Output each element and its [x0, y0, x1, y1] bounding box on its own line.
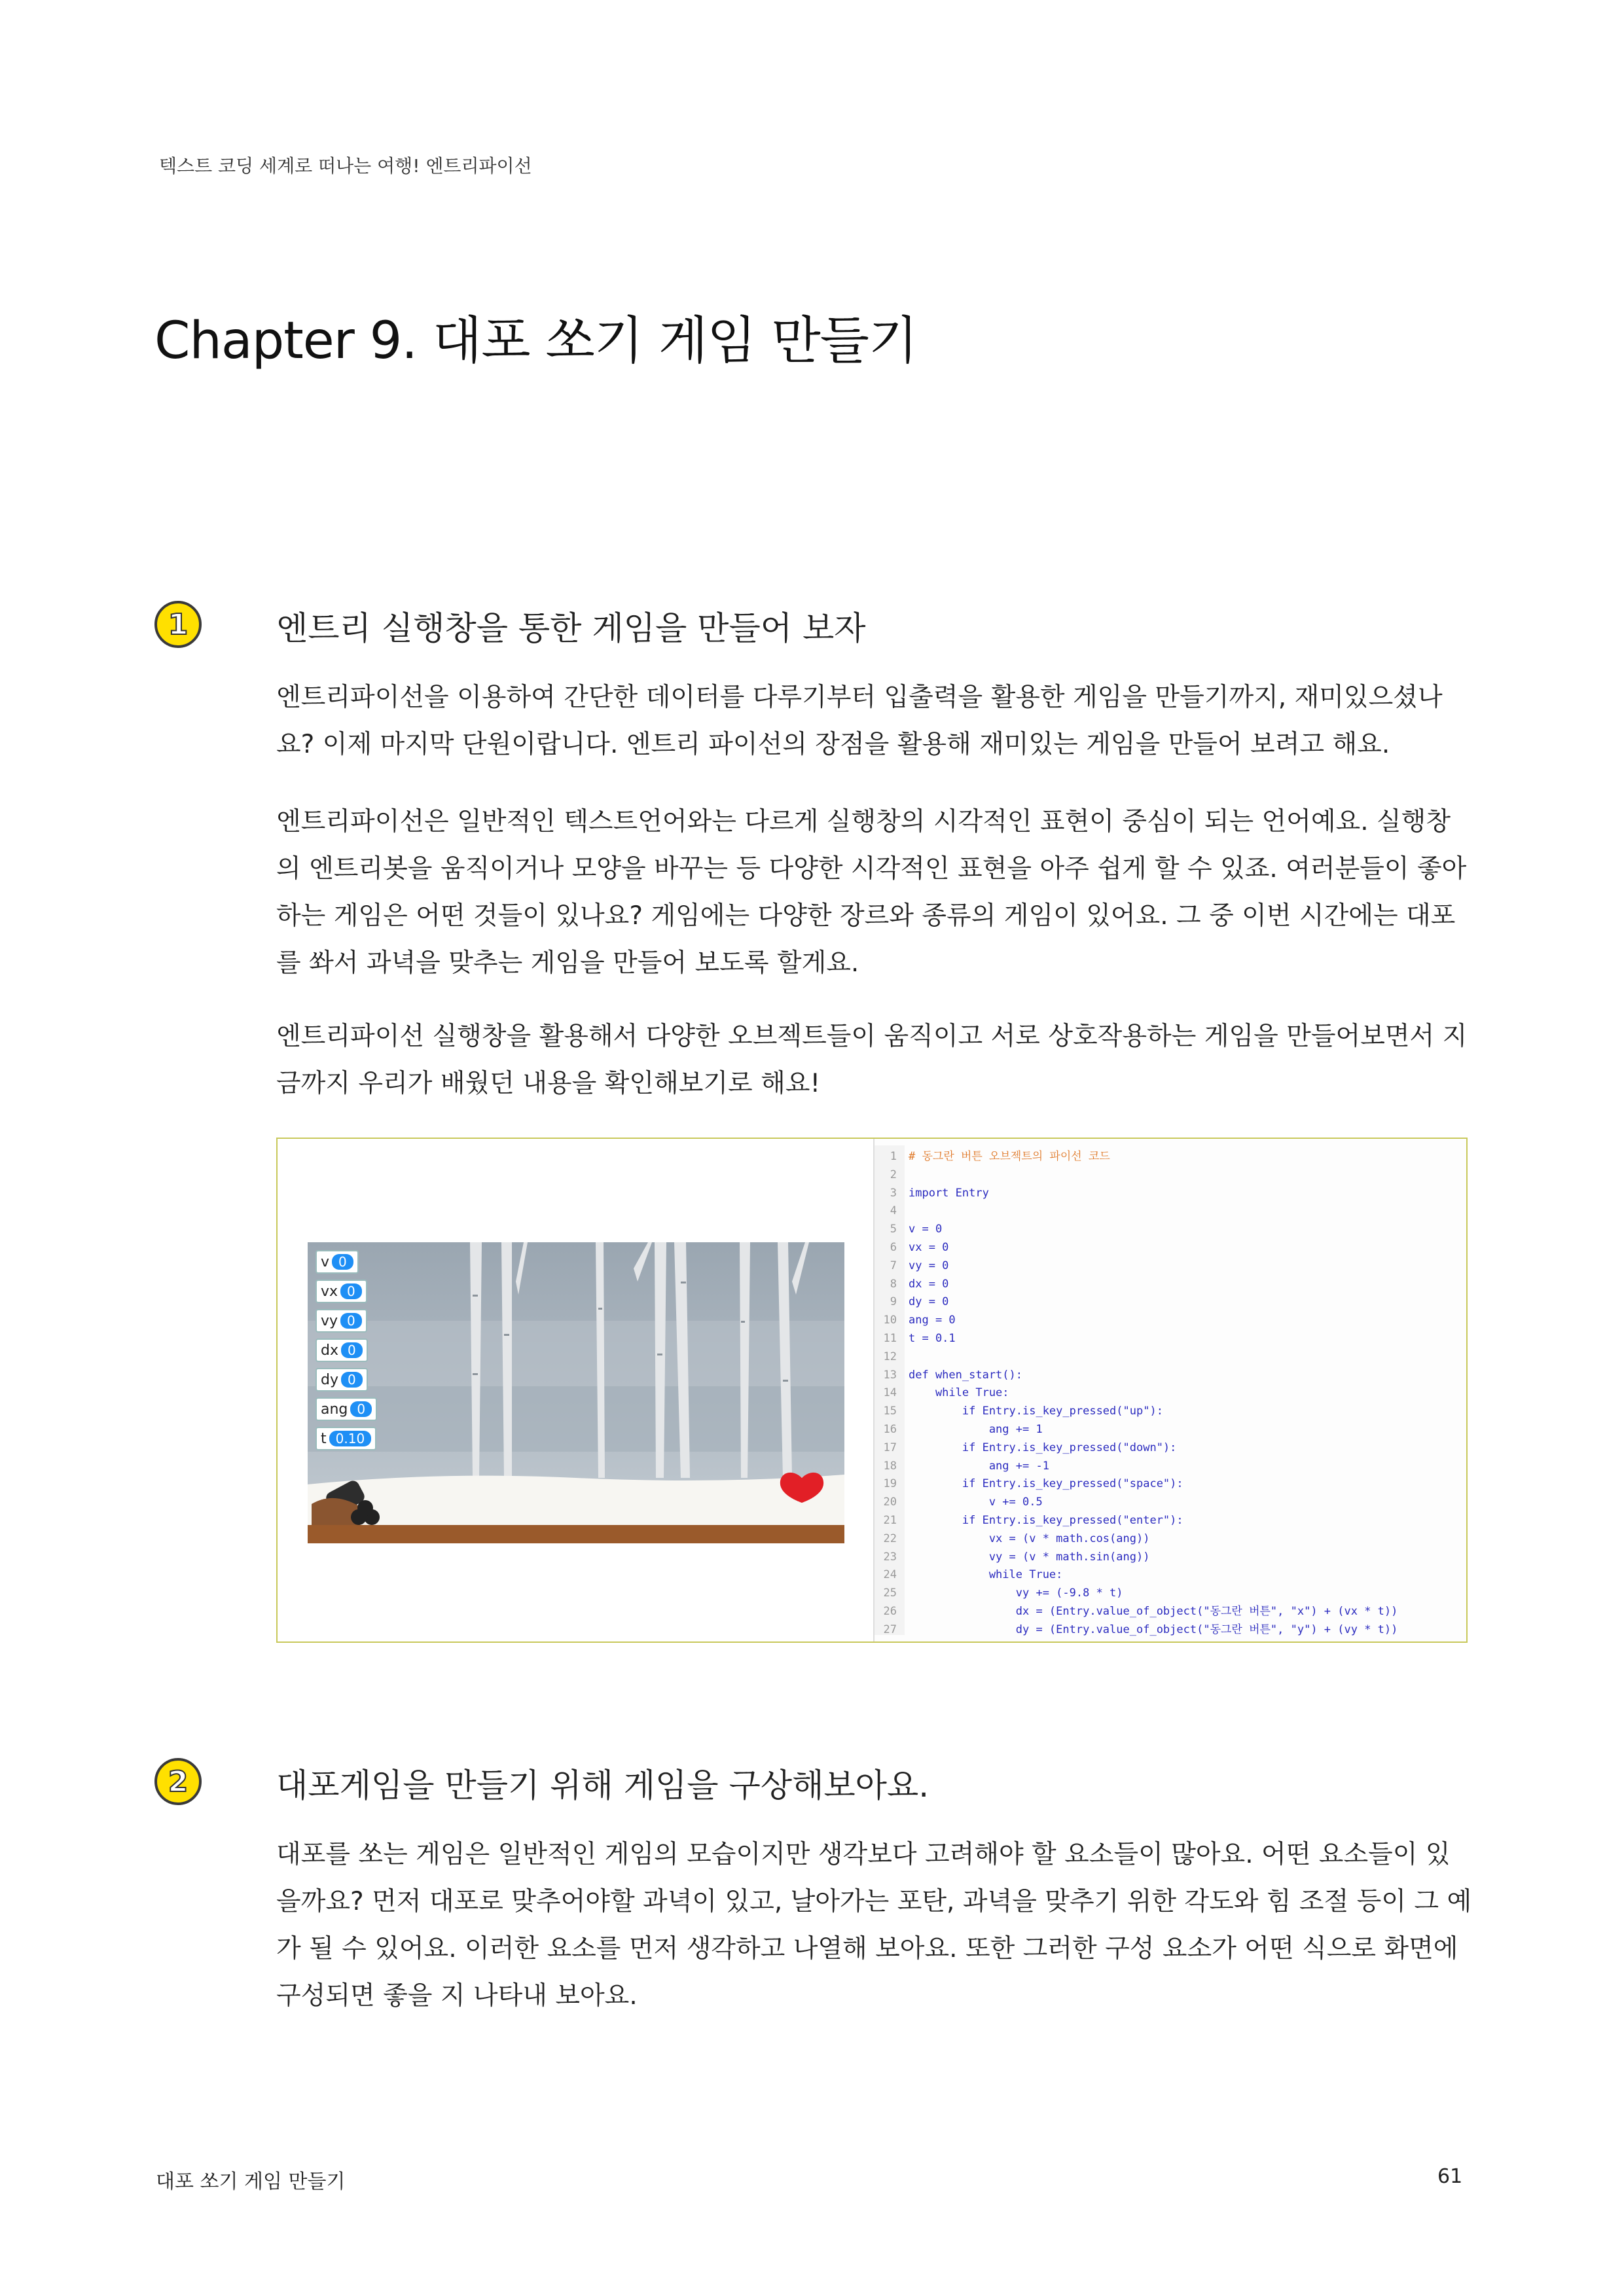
code-text: vy += (-9.8 * t) [909, 1587, 1123, 1600]
variable-value: 0 [350, 1401, 372, 1417]
variable-value: 0.10 [329, 1431, 372, 1446]
code-line [875, 1148, 1398, 1166]
variable-monitor [316, 1368, 368, 1391]
code-line [875, 1603, 1398, 1621]
paragraph: 대포를 쏘는 게임은 일반적인 게임의 모습이지만 생각보다 고려해야 할 요소들이 많아요. 어떤 요소들이 있을까요? 먼저 대포로 맞추어야할 과녁이 있고, 날아가는 포탄, 과녁을 맞추기 위한 각도와 힘 조절 등이 그 예가 될 수 있어요. 이러한 요소를 먼저 생각하고 나열해 보아요. 또한 그러한 구성 요소가 어떤 식으로 화면에 구성되면 좋을 지 나타내 보아요. [276, 1840, 1472, 2011]
stage-background [308, 1242, 844, 1543]
line-number: 8 [890, 1277, 897, 1291]
code-text: dx = (Entry.value_of_object("동그란 버튼", "x") + (vx * t)) [909, 1604, 1398, 1618]
variable-name: ang [321, 1401, 348, 1418]
code-text: ang += -1 [909, 1459, 1049, 1473]
line-number: 2 [890, 1168, 897, 1181]
code-line [875, 1439, 1398, 1458]
variable-monitor [316, 1280, 367, 1303]
line-number: 26 [883, 1604, 897, 1618]
variable-value: 0 [340, 1283, 362, 1299]
code-text: v = 0 [909, 1223, 943, 1236]
python-code-editor [873, 1139, 1468, 1641]
code-line [875, 1330, 1398, 1348]
variable-name: vy [321, 1312, 338, 1329]
line-number: 13 [883, 1368, 897, 1382]
code-line [875, 1530, 1398, 1549]
section-title: 대포게임을 만들기 위해 게임을 구상해보아요. [276, 1767, 929, 1804]
variable-name: dy [321, 1371, 338, 1388]
code-text: # 동그란 버튼 오브젝트의 파이선 코드 [909, 1150, 1110, 1163]
line-number: 12 [883, 1350, 897, 1363]
footer-chapter-name: 대포 쏘기 게임 만들기 [156, 2170, 346, 2193]
code-line [875, 1239, 1398, 1257]
code-text: vx = 0 [909, 1240, 949, 1254]
code-line [875, 1312, 1398, 1330]
code-text: if Entry.is_key_pressed("up"): [909, 1405, 1163, 1418]
code-line [875, 1566, 1398, 1585]
line-number: 10 [883, 1314, 897, 1327]
variable-value: 0 [341, 1342, 363, 1358]
variable-name: t [321, 1430, 327, 1447]
line-number: 1 [890, 1150, 897, 1163]
wooden-floor [308, 1525, 844, 1543]
variable-monitor [316, 1397, 377, 1421]
line-number: 11 [883, 1331, 897, 1345]
code-text: vx = (v * math.cos(ang)) [909, 1532, 1150, 1545]
code-line [875, 1166, 1398, 1185]
code-line [875, 1549, 1398, 1567]
code-text: if Entry.is_key_pressed("enter"): [909, 1513, 1183, 1527]
code-lines [875, 1148, 1398, 1640]
line-number: 24 [883, 1568, 897, 1582]
code-line [875, 1384, 1398, 1403]
code-line [875, 1367, 1398, 1385]
variable-monitor [316, 1309, 367, 1333]
line-number: 7 [890, 1259, 897, 1272]
variable-value: 0 [340, 1313, 362, 1329]
code-text: dy = (Entry.value_of_object("동그란 버튼", "y") + (vy * t)) [909, 1623, 1398, 1636]
line-number: 15 [883, 1405, 897, 1418]
code-line [875, 1185, 1398, 1203]
code-line [875, 1475, 1398, 1494]
line-number: 23 [883, 1550, 897, 1564]
section-number-badge: 2 [154, 1758, 202, 1805]
variable-monitor [316, 1250, 359, 1274]
game-stage [308, 1242, 844, 1543]
variable-name: v [321, 1253, 330, 1270]
line-number: 19 [883, 1477, 897, 1491]
line-number: 16 [883, 1422, 897, 1436]
line-number: 9 [890, 1295, 897, 1309]
section-number-badge: 1 [154, 601, 202, 648]
code-line [875, 1458, 1398, 1476]
code-text: ang += 1 [909, 1422, 1043, 1436]
code-text: t = 0.1 [909, 1331, 956, 1345]
code-line [875, 1421, 1398, 1439]
variable-monitor-list [316, 1250, 377, 1456]
code-text: vy = (v * math.sin(ang)) [909, 1550, 1150, 1564]
code-line [875, 1512, 1398, 1530]
line-number: 17 [883, 1441, 897, 1454]
paragraph: 엔트리파이선을 이용하여 간단한 데이터를 다루기부터 입출력을 활용한 게임을 만들기까지, 재미있으셨나요? 이제 마지막 단원이랍니다. 엔트리 파이선의 장점을 활용해 재미있는 게임을 만들어 보려고 해요. [276, 683, 1443, 759]
paragraph: 엔트리파이선 실행창을 활용해서 다양한 오브젝트들이 움직이고 서로 상호작용하는 게임을 만들어보면서 지금까지 우리가 배웠던 내용을 확인해보기로 해요! [276, 1022, 1468, 1098]
code-line [875, 1257, 1398, 1276]
line-number: 18 [883, 1459, 897, 1473]
variable-name: vx [321, 1283, 338, 1300]
code-text: if Entry.is_key_pressed("space"): [909, 1477, 1183, 1491]
code-text: while True: [909, 1568, 1063, 1582]
variable-monitor [316, 1338, 368, 1362]
code-text: if Entry.is_key_pressed("down"): [909, 1441, 1177, 1454]
line-number: 3 [890, 1186, 897, 1200]
code-text: vy = 0 [909, 1259, 949, 1272]
line-number: 27 [883, 1623, 897, 1636]
code-line [875, 1202, 1398, 1221]
line-number: 6 [890, 1240, 897, 1254]
code-line [875, 1348, 1398, 1367]
paragraph: 엔트리파이선은 일반적인 텍스트언어와는 다르게 실행창의 시각적인 표현이 중심이 되는 언어예요. 실행창의 엔트리봇을 움직이거나 모양을 바꾸는 등 다양한 시각적인 표현을 아주 쉽게 할 수 있죠. 여러분들이 좋아하는 게임은 어떤 것들이 있나요? 게임에는 다양한 장르와 종류의 게임이 있어요. 그 중 이번 시간에는 대포를 쏴서 과녁을 맞추는 게임을 만들어 보도록 할게요. [276, 807, 1467, 978]
section-title: 엔트리 실행창을 통한 게임을 만들어 보자 [276, 609, 866, 647]
code-line [875, 1494, 1398, 1512]
code-text: dx = 0 [909, 1277, 949, 1291]
code-line [875, 1621, 1398, 1640]
code-line [875, 1276, 1398, 1294]
variable-value: 0 [341, 1372, 363, 1388]
code-line [875, 1221, 1398, 1239]
line-number: 22 [883, 1532, 897, 1545]
line-number: 14 [883, 1386, 897, 1400]
code-text: ang = 0 [909, 1314, 956, 1327]
variable-value: 0 [332, 1254, 353, 1270]
code-line [875, 1403, 1398, 1421]
variable-name: dx [321, 1342, 338, 1359]
line-number: 20 [883, 1496, 897, 1509]
code-line [875, 1585, 1398, 1603]
chapter-title: Chapter 9. 대포 쏘기 게임 만들기 [154, 312, 918, 370]
page-number: 61 [1437, 2165, 1463, 2188]
code-text: v += 0.5 [909, 1496, 1043, 1509]
game-screenshot-figure [276, 1138, 1468, 1643]
line-number: 21 [883, 1513, 897, 1527]
code-text: while True: [909, 1386, 1009, 1400]
code-line [875, 1293, 1398, 1312]
line-number: 25 [883, 1587, 897, 1600]
variable-monitor [316, 1427, 376, 1450]
code-text: dy = 0 [909, 1295, 949, 1309]
code-text: def when_start(): [909, 1368, 1022, 1382]
line-number: 5 [890, 1223, 897, 1236]
running-header: 텍스트 코딩 세계로 떠나는 여행! 엔트리파이선 [159, 155, 532, 177]
line-number: 4 [890, 1204, 897, 1218]
code-text: import Entry [909, 1186, 989, 1200]
